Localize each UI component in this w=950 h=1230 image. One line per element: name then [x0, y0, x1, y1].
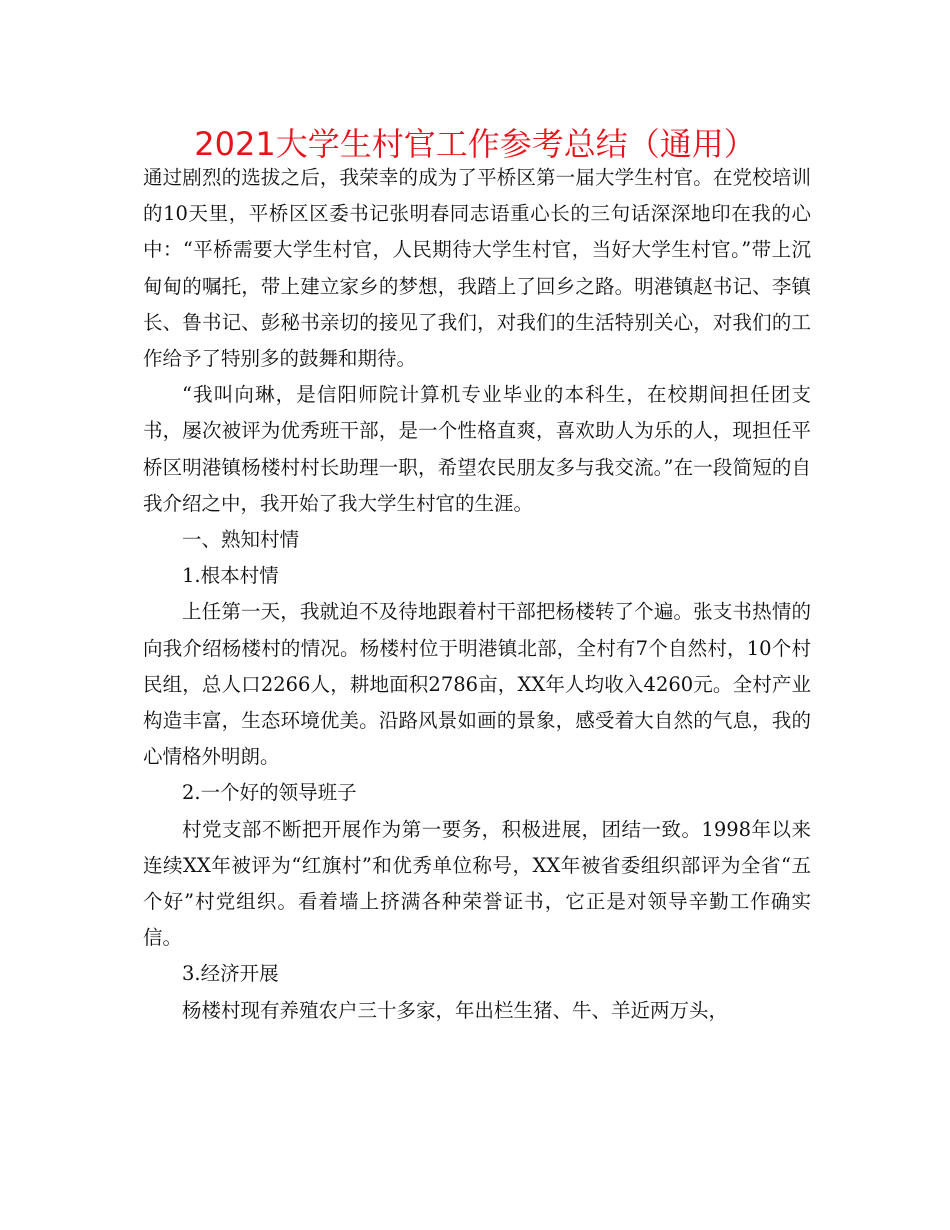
paragraph-intro: 通过剧烈的选拔之后，我荣幸的成为了平桥区第一届大学生村官。在党校培训的10天里，平桥区区委书记张明春同志语重心长的三句话深深地印在我的心中：“平桥需要大学生村官，人民期待大学生村官，当好大学生村官。”带上沉甸甸的嘱托，带上建立家乡的梦想，我踏上了回乡之路。明港镇赵书记、李镇长、鲁书记、彭秘书亲切的接见了我们，对我们的生活特别关心，对我们的工作给予了特别多的鼓舞和期待。	[143, 166, 811, 371]
subheading-economic-development: 3.经济开展	[182, 962, 279, 986]
paragraph-self-introduction: “我叫向琳，是信阳师院计算机专业毕业的本科生，在校期间担任团支书，屡次被评为优秀班干部，是一个性格直爽，喜欢助人为乐的人，现担任平桥区明港镇杨楼村村长助理一职，希望农民朋友多与我交流。”在一段简短的自我介绍之中，我开始了我大学生村官的生涯。	[143, 383, 811, 515]
paragraph-party-branch: 村党支部不断把开展作为第一要务，积极进展，团结一致。1998年以来连续XX年被评为“红旗村”和优秀单位称号，XX年被省委组织部评为全省“五个好”村党组织。看着墙上挤满各种荣誉证书，它正是对领导辛勤工作确实信。	[143, 817, 811, 950]
document-title: 2021大学生村官工作参考总结（通用）	[194, 125, 756, 163]
document-body	[143, 160, 811, 1029]
paragraph-first-day: 上任第一天，我就迫不及待地跟着村干部把杨楼转了个遍。张支书热情的向我介绍杨楼村的情况。杨楼村位于明港镇北部，全村有7个自然村，10个村民组，总人口2266人，耕地面积2786亩，XX年人均收入4260元。全村产业构造丰富，生态环境优美。沿路风景如画的景象，感受着大自然的气息，我的心情格外明朗。	[143, 600, 811, 769]
subheading-leadership-team: 2.一个好的领导班子	[182, 781, 357, 805]
section-heading-village-situation: 一、熟知村情	[182, 528, 300, 552]
paragraph-livestock: 杨楼村现有养殖农户三十多家，年出栏生猪、牛、羊近两万头，	[182, 998, 729, 1022]
subheading-basic-village-info: 1.根本村情	[182, 564, 279, 588]
